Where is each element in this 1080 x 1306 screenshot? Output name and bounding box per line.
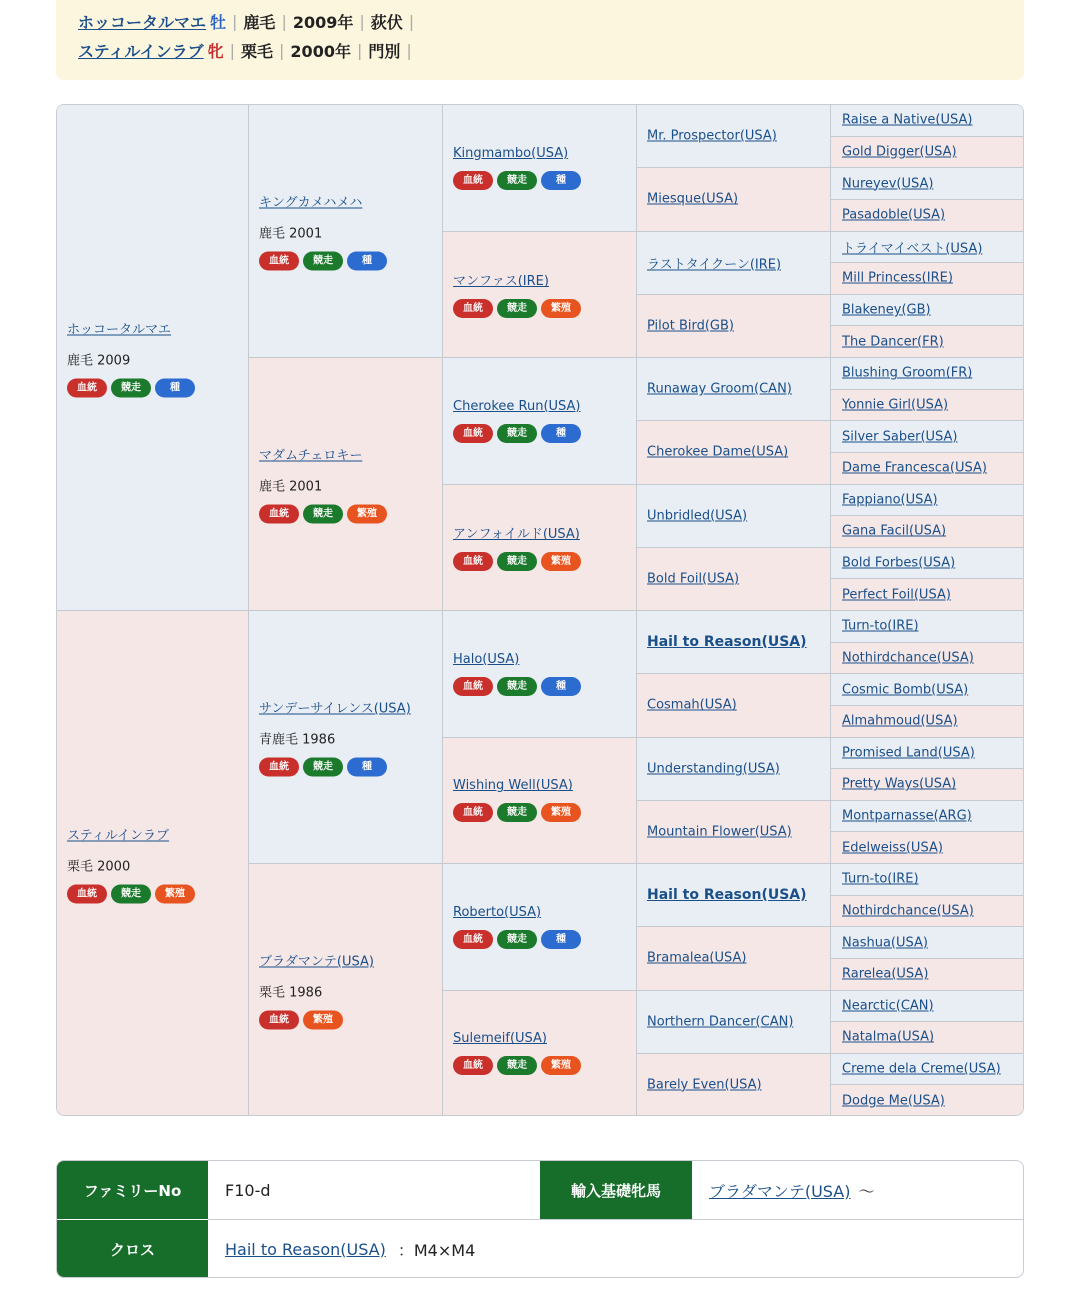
- horse-entry: [647, 1014, 824, 1029]
- sire-badge[interactable]: 種: [541, 677, 581, 696]
- horse-name-link[interactable]: Cherokee Dame(USA): [647, 444, 789, 460]
- horse-name-link[interactable]: スティルインラブ: [67, 828, 170, 843]
- blood-badge[interactable]: 血統: [259, 252, 299, 271]
- pedigree-cell-g5: [831, 1022, 1024, 1054]
- horse-name-link[interactable]: マンファス(IRE): [453, 274, 549, 290]
- horse-name-link[interactable]: Runaway Groom(CAN): [647, 381, 792, 397]
- parent-row-dam: [78, 39, 418, 62]
- pedigree-cell-g5: [831, 137, 1024, 169]
- horse-name-link[interactable]: Kingmambo(USA): [453, 145, 569, 161]
- pedigree-cell-g5: [831, 1085, 1024, 1116]
- horse-entry: [647, 382, 824, 397]
- pedigree-cell-g4: [637, 801, 831, 864]
- badge-group: [453, 299, 630, 318]
- horse-entry: [259, 192, 436, 271]
- cross-inbreeding-ratio: ：M4×M4: [397, 1240, 476, 1260]
- horse-entry: [259, 445, 436, 524]
- pedigree-cell-g2: [249, 864, 443, 1116]
- horse-name-link[interactable]: Blushing Groom(FR): [842, 365, 973, 381]
- horse-name-link[interactable]: Cherokee Run(USA): [453, 398, 581, 414]
- breeder-location: 荻伏: [370, 13, 403, 32]
- pedigree-cell-g5: [831, 674, 1024, 706]
- pedigree-cell-g3: [443, 991, 637, 1117]
- pedigree-cell-g4: [637, 1054, 831, 1116]
- pedigree-cell-g2: [249, 358, 443, 611]
- horse-entry: [842, 777, 1018, 792]
- horse-name-link[interactable]: Bold Forbes(USA): [842, 555, 956, 571]
- horse-name-link[interactable]: Pretty Ways(USA): [842, 776, 957, 792]
- parents-summary: [56, 0, 1024, 80]
- birth-year: 2000年: [290, 42, 351, 61]
- horse-entry: [842, 903, 1018, 918]
- import-mare-suffix: 〜: [858, 1181, 875, 1201]
- badge-group: [259, 252, 436, 271]
- blood-badge[interactable]: 血統: [259, 1011, 299, 1030]
- import-mare-value: [709, 1161, 1009, 1219]
- horse-entry: [842, 682, 1018, 697]
- horse-name-link[interactable]: Understanding(USA): [647, 761, 780, 777]
- sire-badge[interactable]: 種: [541, 930, 581, 949]
- horse-name-link[interactable]: Mill Princess(IRE): [842, 270, 953, 286]
- cross-horse-link[interactable]: Hail to Reason(USA): [225, 1239, 386, 1259]
- race-badge[interactable]: 競走: [303, 505, 343, 524]
- horse-entry: [842, 524, 1018, 539]
- pedigree-cell-g5: [831, 706, 1024, 738]
- pedigree-cell-g4: [637, 611, 831, 674]
- horse-entry: [647, 445, 824, 460]
- pedigree-cell-g3: [443, 105, 637, 232]
- pedigree-cell-g5: [831, 453, 1024, 485]
- horse-entry: [67, 318, 242, 397]
- pedigree-cell-g4: [637, 864, 831, 927]
- horse-name-link[interactable]: Pilot Bird(GB): [647, 318, 734, 334]
- coat-color: 栗毛: [241, 42, 274, 61]
- pedigree-cell-g5: [831, 232, 1024, 264]
- badge-group: [453, 677, 630, 696]
- pedigree-cell-g5: [831, 1054, 1024, 1086]
- horse-name-link[interactable]: Perfect Foil(USA): [842, 587, 951, 603]
- horse-name-link[interactable]: Nothirdchance(USA): [842, 650, 974, 666]
- horse-entry: [842, 492, 1018, 507]
- parent-row-sire: [78, 10, 420, 33]
- horse-entry: [453, 270, 630, 318]
- horse-entry: [453, 523, 630, 571]
- horse-entry: [259, 951, 436, 1030]
- family-number-value: F10-d: [225, 1180, 271, 1200]
- pedigree-cell-g5: [831, 295, 1024, 327]
- horse-name-link[interactable]: Hail to Reason(USA): [647, 634, 807, 651]
- horse-entry: [842, 237, 1018, 256]
- horse-entry: [67, 824, 242, 903]
- pedigree-cell-g5: [831, 801, 1024, 833]
- blood-badge[interactable]: 血統: [453, 803, 493, 822]
- cross-value: [225, 1220, 1005, 1278]
- horse-name-link[interactable]: Roberto(USA): [453, 904, 542, 920]
- horse-name-link[interactable]: Dame Francesca(USA): [842, 460, 987, 476]
- horse-name-link[interactable]: Yonnie Girl(USA): [842, 397, 949, 413]
- horse-entry: [842, 587, 1018, 602]
- pedigree-cell-g5: [831, 832, 1024, 864]
- breeder-location: 門別: [368, 42, 401, 61]
- breed-badge[interactable]: 繁殖: [347, 505, 387, 524]
- separator: |: [232, 12, 238, 31]
- pedigree-cell-g3: [443, 358, 637, 485]
- horse-name-link[interactable]: ブラダマンテ(USA): [259, 954, 374, 970]
- horse-name-link[interactable]: Sulemeif(USA): [453, 1031, 547, 1047]
- blood-badge[interactable]: 血統: [259, 505, 299, 524]
- pedigree-cell-g5: [831, 326, 1024, 358]
- horse-name-link[interactable]: Turn-to(IRE): [842, 871, 919, 887]
- race-badge[interactable]: 競走: [111, 884, 151, 903]
- pedigree-cell-g4: [637, 674, 831, 737]
- breed-badge[interactable]: 繁殖: [541, 552, 581, 571]
- blood-badge[interactable]: 血統: [67, 378, 107, 397]
- pedigree-table: [56, 104, 1024, 1116]
- horse-name-link[interactable]: Pasadoble(USA): [842, 207, 946, 223]
- pedigree-info-table: [56, 1160, 1024, 1278]
- pedigree-cell-g3: [443, 864, 637, 991]
- horse-name-link[interactable]: Creme dela Creme(USA): [842, 1061, 1001, 1077]
- horse-entry: [647, 192, 824, 207]
- pedigree-cell-g4: [637, 421, 831, 484]
- race-badge[interactable]: 競走: [497, 299, 537, 318]
- race-badge[interactable]: 競走: [497, 552, 537, 571]
- sire-badge[interactable]: 種: [541, 424, 581, 443]
- pedigree-cell-g5: [831, 959, 1024, 991]
- horse-name-link[interactable]: Wishing Well(USA): [453, 778, 573, 794]
- blood-badge[interactable]: 血統: [453, 930, 493, 949]
- race-badge[interactable]: 競走: [303, 758, 343, 777]
- pedigree-cell-g3: [443, 232, 637, 359]
- horse-entry: [453, 146, 630, 190]
- horse-coat-year: 鹿毛 2001: [259, 479, 323, 495]
- pedigree-cell-g5: [831, 390, 1024, 422]
- birth-year: 2009年: [292, 13, 354, 32]
- horse-name-link[interactable]: Nothirdchance(USA): [842, 903, 974, 919]
- blood-badge[interactable]: 血統: [67, 884, 107, 903]
- race-badge[interactable]: 競走: [497, 803, 537, 822]
- horse-name-link[interactable]: Miesque(USA): [647, 191, 739, 207]
- badge-group: [259, 505, 436, 524]
- pedigree-cell-g5: [831, 168, 1024, 200]
- pedigree-cell-g4: [637, 105, 831, 168]
- horse-entry: [647, 698, 824, 713]
- horse-entry: [453, 1031, 630, 1075]
- badge-group: [67, 378, 242, 397]
- horse-entry: [842, 745, 1018, 760]
- pedigree-cell-g4: [637, 168, 831, 231]
- separator: |: [406, 41, 412, 60]
- horse-entry: [842, 935, 1018, 950]
- horse-entry: [842, 144, 1018, 159]
- blood-badge[interactable]: 血統: [259, 758, 299, 777]
- horse-name-link[interactable]: Unbridled(USA): [647, 508, 748, 524]
- breed-badge[interactable]: 繁殖: [303, 1011, 343, 1030]
- horse-name-link[interactable]: Hail to Reason(USA): [647, 887, 807, 904]
- horse-entry: [842, 556, 1018, 571]
- pedigree-cell-g5: [831, 358, 1024, 390]
- pedigree-cell-g5: [831, 200, 1024, 232]
- horse-coat-year: 鹿毛 2001: [259, 226, 323, 242]
- horse-name-link[interactable]: Bramalea(USA): [647, 950, 747, 966]
- pedigree-cell-g4: [637, 738, 831, 801]
- badge-group: [259, 758, 436, 777]
- horse-entry: [842, 397, 1018, 412]
- separator: |: [359, 12, 365, 31]
- horse-entry: [842, 998, 1018, 1013]
- pedigree-cell-g5: [831, 738, 1024, 770]
- horse-entry: [647, 951, 824, 966]
- horse-name-link[interactable]: ホッコータルマエ: [67, 322, 172, 337]
- pedigree-cell-g5: [831, 421, 1024, 453]
- horse-name-link[interactable]: Gold Digger(USA): [842, 144, 957, 160]
- horse-name-link[interactable]: Cosmah(USA): [647, 697, 737, 713]
- pedigree-cell-g5: [831, 927, 1024, 959]
- pedigree-cell-g4: [637, 358, 831, 421]
- horse-entry: [647, 634, 824, 650]
- breed-badge[interactable]: 繁殖: [541, 1056, 581, 1075]
- cross-header: クロス: [57, 1220, 208, 1278]
- horse-name-link[interactable]: Blakeney(GB): [842, 302, 931, 318]
- pedigree-cell-g5: [831, 611, 1024, 643]
- import-mare-link[interactable]: ブラダマンテ(USA): [709, 1181, 851, 1201]
- badge-group: [453, 1056, 630, 1075]
- pedigree-cell-g4: [637, 485, 831, 548]
- breed-badge[interactable]: 繁殖: [155, 884, 195, 903]
- horse-name-link[interactable]: Nearctic(CAN): [842, 998, 934, 1014]
- separator: |: [229, 41, 236, 60]
- pedigree-cell-g5: [831, 896, 1024, 928]
- horse-name-link[interactable]: Cosmic Bomb(USA): [842, 682, 969, 698]
- horse-entry: [842, 366, 1018, 381]
- horse-entry: [453, 778, 630, 822]
- race-badge[interactable]: 競走: [111, 378, 151, 397]
- horse-entry: [842, 840, 1018, 855]
- horse-entry: [842, 1030, 1018, 1045]
- horse-entry: [842, 1093, 1018, 1108]
- pedigree-cell-g3: [443, 485, 637, 612]
- race-badge[interactable]: 競走: [497, 930, 537, 949]
- badge-group: [453, 930, 630, 949]
- race-badge[interactable]: 競走: [497, 1056, 537, 1075]
- horse-name-link[interactable]: Fappiano(USA): [842, 492, 938, 508]
- pedigree-cell-g5: [831, 643, 1024, 675]
- horse-entry: [647, 1077, 824, 1092]
- horse-entry: [842, 461, 1018, 476]
- horse-entry: [453, 652, 630, 696]
- badge-group: [453, 171, 630, 190]
- badge-group: [67, 884, 242, 903]
- race-badge[interactable]: 競走: [303, 252, 343, 271]
- horse-entry: [842, 176, 1018, 191]
- badge-group: [453, 552, 630, 571]
- pedigree-cell-g4: [637, 991, 831, 1054]
- horse-entry: [453, 905, 630, 949]
- blood-badge[interactable]: 血統: [453, 424, 493, 443]
- pedigree-cell-g4: [637, 548, 831, 611]
- horse-name-link[interactable]: Edelweiss(USA): [842, 840, 943, 856]
- horse-name-link[interactable]: Nureyev(USA): [842, 176, 934, 192]
- horse-entry: [647, 887, 824, 903]
- sire-badge[interactable]: 種: [541, 171, 581, 190]
- pedigree-cell-g5: [831, 769, 1024, 801]
- horse-name-link[interactable]: キングカメハメハ: [259, 195, 363, 211]
- horse-entry: [842, 334, 1018, 349]
- separator: |: [408, 12, 415, 31]
- race-badge[interactable]: 競走: [497, 677, 537, 696]
- horse-name-link[interactable]: Montparnasse(ARG): [842, 808, 972, 824]
- pedigree-cell-g5: [831, 516, 1024, 548]
- pedigree-cell-g3: [443, 611, 637, 738]
- sire-badge[interactable]: 種: [155, 378, 195, 397]
- blood-badge[interactable]: 血統: [453, 1056, 493, 1075]
- horse-name-link[interactable]: サンデーサイレンス(USA): [259, 701, 411, 717]
- horse-entry: [647, 571, 824, 586]
- horse-entry: [842, 650, 1018, 665]
- race-badge[interactable]: 競走: [497, 171, 537, 190]
- horse-coat-year: 栗毛 2000: [67, 859, 131, 874]
- separator: |: [356, 41, 363, 60]
- horse-entry: [647, 508, 824, 523]
- horse-name-link[interactable]: Raise a Native(USA): [842, 112, 973, 128]
- horse-name-link[interactable]: マダムチェロキー: [259, 448, 363, 464]
- horse-entry: [842, 714, 1018, 729]
- horse-name-link[interactable]: トライマイベスト(USA): [842, 241, 983, 257]
- badge-group: [453, 803, 630, 822]
- family-number-header: ファミリーNo: [57, 1161, 208, 1219]
- horse-name-link[interactable]: Halo(USA): [453, 651, 520, 667]
- pedigree-cell-g5: [831, 864, 1024, 896]
- horse-name-link[interactable]: Mountain Flower(USA): [647, 824, 792, 840]
- horse-coat-year: 青鹿毛 1986: [259, 732, 336, 748]
- horse-name-link[interactable]: Promised Land(USA): [842, 745, 975, 761]
- breed-badge[interactable]: 繁殖: [541, 803, 581, 822]
- horse-entry: [647, 761, 824, 776]
- horse-entry: [842, 429, 1018, 444]
- blood-badge[interactable]: 血統: [453, 171, 493, 190]
- pedigree-cell-g3: [443, 738, 637, 865]
- horse-name-link[interactable]: Barely Even(USA): [647, 1077, 762, 1093]
- pedigree-cell-g5: [831, 485, 1024, 517]
- pedigree-cell-g5: [831, 579, 1024, 611]
- pedigree-cell-g5: [831, 263, 1024, 295]
- horse-entry: [842, 967, 1018, 982]
- horse-name-link[interactable]: Northern Dancer(CAN): [647, 1014, 794, 1030]
- horse-name-link[interactable]: Nashua(USA): [842, 935, 928, 951]
- pedigree-cell-g4: [637, 295, 831, 358]
- horse-entry: [453, 399, 630, 443]
- horse-entry: [842, 208, 1018, 223]
- horse-entry: [842, 872, 1018, 887]
- sex-male-mark: 牡: [210, 13, 227, 32]
- horse-name-link[interactable]: Gana Facil(USA): [842, 523, 947, 539]
- horse-entry: [842, 303, 1018, 318]
- horse-entry: [842, 1062, 1018, 1077]
- horse-entry: [647, 253, 824, 272]
- horse-name-link[interactable]: Rarelea(USA): [842, 966, 929, 982]
- separator: |: [281, 12, 287, 31]
- horse-coat-year: 栗毛 1986: [259, 985, 323, 1001]
- horse-name-link[interactable]: アンフォイルド(USA): [453, 527, 580, 543]
- badge-group: [453, 424, 630, 443]
- horse-name-link[interactable]: Natalma(USA): [842, 1029, 935, 1045]
- horse-entry: [842, 113, 1018, 128]
- blood-badge[interactable]: 血統: [453, 299, 493, 318]
- horse-name-link[interactable]: The Dancer(FR): [842, 334, 944, 350]
- horse-name-link[interactable]: Silver Saber(USA): [842, 429, 958, 445]
- pedigree-cell-g2: [249, 611, 443, 864]
- sire-badge[interactable]: 種: [347, 758, 387, 777]
- horse-entry: [842, 271, 1018, 286]
- separator: |: [279, 41, 285, 60]
- horse-entry: [259, 698, 436, 777]
- pedigree-cell-g5: [831, 991, 1024, 1023]
- sire-link[interactable]: ホッコータルマエ: [78, 13, 207, 32]
- breed-badge[interactable]: 繁殖: [541, 299, 581, 318]
- coat-color: 鹿毛: [243, 13, 276, 32]
- horse-entry: [647, 824, 824, 839]
- dam-link[interactable]: スティルインラブ: [78, 42, 204, 61]
- blood-badge[interactable]: 血統: [453, 552, 493, 571]
- horse-name-link[interactable]: Dodge Me(USA): [842, 1093, 945, 1109]
- race-badge[interactable]: 競走: [497, 424, 537, 443]
- import-mare-header: 輸入基礎牝馬: [540, 1161, 692, 1219]
- horse-name-link[interactable]: Bold Foil(USA): [647, 571, 740, 587]
- sire-badge[interactable]: 種: [347, 252, 387, 271]
- pedigree-cell-g1: [57, 105, 249, 611]
- horse-name-link[interactable]: Mr. Prospector(USA): [647, 128, 777, 144]
- sex-female-mark: 牝: [207, 42, 224, 61]
- pedigree-cell-g4: [637, 232, 831, 295]
- horse-entry: [647, 129, 824, 144]
- pedigree-cell-g5: [831, 105, 1024, 137]
- pedigree-cell-g4: [637, 927, 831, 990]
- horse-name-link[interactable]: Almahmoud(USA): [842, 713, 958, 729]
- blood-badge[interactable]: 血統: [453, 677, 493, 696]
- badge-group: [259, 1011, 436, 1030]
- horse-name-link[interactable]: Turn-to(IRE): [842, 618, 919, 634]
- pedigree-cell-g1: [57, 611, 249, 1116]
- horse-coat-year: 鹿毛 2009: [67, 353, 131, 368]
- pedigree-cell-g5: [831, 548, 1024, 580]
- horse-entry: [842, 809, 1018, 824]
- horse-name-link[interactable]: ラストタイクーン(IRE): [647, 257, 782, 273]
- horse-entry: [647, 318, 824, 333]
- pedigree-cell-g2: [249, 105, 443, 358]
- horse-entry: [842, 619, 1018, 634]
